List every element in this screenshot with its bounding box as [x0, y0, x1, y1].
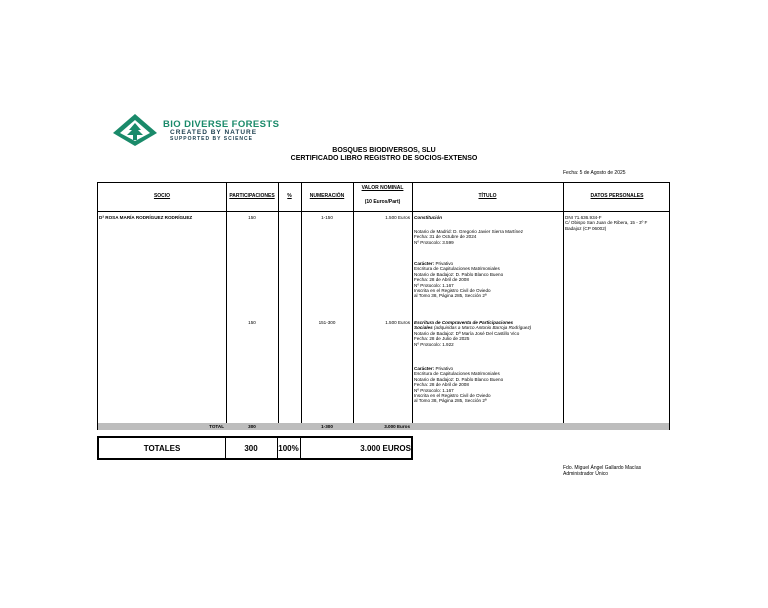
entry-titulo-head: Escritura de Compraventa de Participaciones [414, 320, 514, 325]
column-header-numeracion: NUMERACIÓN [309, 193, 345, 199]
entry-valor: 1.500 Euros [385, 320, 410, 325]
entry-titulo-head: Constitución [414, 215, 443, 220]
entry-caracter-line: al Tomo 38, Página 285, Sección 2ª [414, 293, 487, 299]
titulo-head2-note: (adquiridas a Marco Antonio Barroja Rodríguez) [432, 325, 532, 331]
brand-tagline-1: CREATED BY NATURE [170, 129, 258, 136]
divider [278, 183, 279, 429]
entry-titulo-line: Fecha: 28 de Julio de 2025 [414, 336, 470, 342]
entry-participaciones: 150 [248, 320, 256, 325]
totales-percent: 100% [278, 443, 299, 453]
caracter-label: Carácter: [414, 261, 435, 266]
register-table [97, 182, 670, 430]
total-label: TOTAL [209, 423, 224, 429]
socio-name: Dª ROSA MARÍA RODRÍGUEZ RODRÍGUEZ [99, 215, 193, 220]
total-numeracion: 1-300 [321, 423, 333, 429]
brand-name: BIO DIVERSE FORESTS [163, 119, 280, 130]
entry-caracter-line: Notario de Badajoz: D. Pablo Blanco Bueno [414, 376, 504, 382]
entry-caracter-line: Fecha: 28 de Abril de 2008 [414, 277, 469, 283]
entry-titulo-line: Fecha: 31 de Octubre de 2024 [414, 234, 477, 240]
datos-line: C/ Obispo San Juan de Ribera, 15 - 3º F [565, 220, 648, 226]
entry-numeracion: 1-150 [321, 215, 333, 220]
datos-line: Badajoz (CP 06002) [565, 225, 607, 231]
total-valor: 3.000 Euros [384, 423, 410, 429]
entry-titulo-line: Notario de Badajoz: Dª María José Del Castillo Vico [414, 330, 520, 336]
entry-titulo-line: Nº Protocolo: 1.922 [414, 341, 454, 347]
caracter-value: Privativo [435, 261, 454, 266]
totales-box [97, 436, 413, 460]
entry-caracter-line: al Tomo 38, Página 285, Sección 2ª [414, 398, 487, 404]
brand-tagline-2: SUPPORTED BY SCIENCE [170, 136, 253, 142]
entry-caracter-line: Inscrita en el Registro Civil de Oviedo [414, 288, 491, 293]
divider [412, 183, 413, 429]
entry-caracter-line: Fecha: 28 de Abril de 2008 [414, 382, 469, 388]
titulo-head2: Sociales [414, 325, 433, 331]
divider [98, 211, 669, 212]
entry-caracter-line: Nº Protocolo: 1.167 [414, 387, 454, 393]
caracter-value: Privativo [435, 366, 454, 371]
column-header-valor-sub: (10 Euros/Part) [364, 199, 401, 205]
column-header-valor: VALOR NOMINAL [361, 185, 404, 191]
entry-titulo-line: Notario de Madrid: D. Gregorio Javier Sierra Martínez [414, 229, 524, 234]
column-header-datos: DATOS PERSONALES [590, 193, 644, 199]
datos-line: DNI 71.636.934-F [565, 215, 602, 220]
column-header-participaciones: PARTICIPACIONES [229, 193, 275, 199]
signature-name: Fdo. Miguel Ángel Gallardo Macías [563, 465, 642, 471]
totales-label: TOTALES [143, 443, 181, 453]
company-title: BOSQUES BIODIVERSOS, SLU [332, 147, 436, 154]
column-header-titulo: TÍTULO [478, 193, 497, 199]
entry-caracter-line: Escritura de Capitulaciones Matrimoniales [414, 371, 500, 377]
entry-caracter-line: Inscrita en el Registro Civil de Oviedo [414, 393, 491, 398]
column-header-percent: % [287, 193, 292, 199]
entry-participaciones: 150 [248, 215, 256, 220]
entry-numeracion: 151-300 [318, 320, 336, 325]
entry-titulo-line: Nº Protocolo: 3.599 [414, 239, 454, 245]
entry-valor: 1.500 Euros [385, 215, 410, 220]
caracter-label: Carácter: [414, 366, 435, 371]
total-participaciones: 300 [248, 423, 256, 429]
signature-role: Administrador Único [563, 471, 609, 477]
company-logo-icon [112, 113, 158, 147]
document-date: Fecha: 5 de Agosto de 2025 [563, 170, 626, 176]
totales-participaciones: 300 [244, 443, 258, 453]
entry-caracter-line: Nº Protocolo: 1.167 [414, 282, 454, 288]
certificate-title: CERTIFICADO LIBRO REGISTRO DE SOCIOS-EXTENSO [290, 155, 478, 162]
totales-valor: 3.000 EUROS [360, 443, 411, 453]
signature-block [563, 465, 641, 477]
entry-caracter-line: Notario de Badajoz: D. Pablo Blanco Bueno [414, 271, 504, 277]
column-header-socio: SOCIO [153, 193, 171, 199]
entry-caracter-line: Escritura de Capitulaciones Matrimoniales [414, 266, 500, 272]
divider [563, 183, 564, 429]
total-row [98, 423, 669, 430]
